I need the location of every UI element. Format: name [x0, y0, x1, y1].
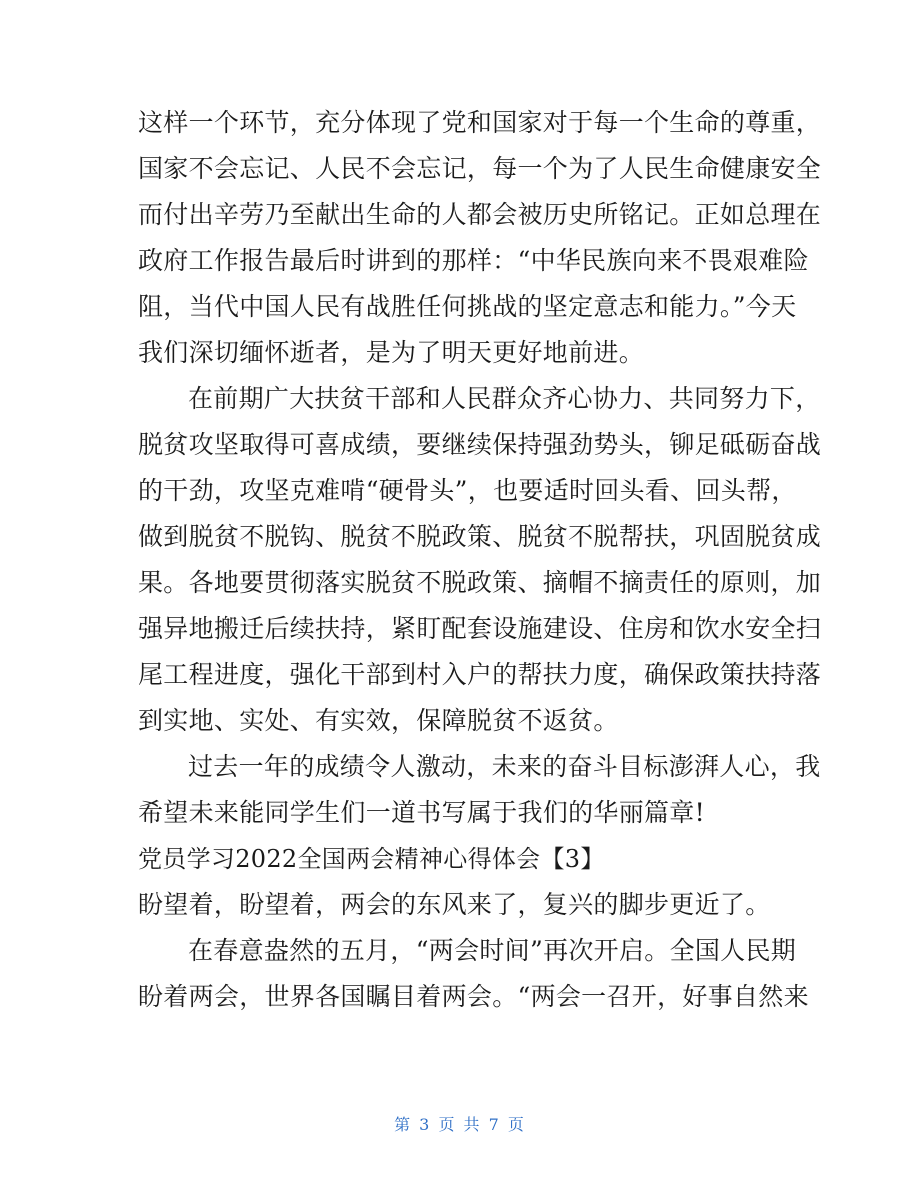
text-line: 在春意盎然的五月，“两会时间”再次开启。全国人民期	[188, 936, 797, 965]
text-line: 脱贫攻坚取得可喜成绩，要继续保持强劲势头，铆足砥砺奋战	[138, 430, 822, 459]
text-line: 这样一个环节，充分体现了党和国家对于每一个生命的尊重，	[138, 108, 822, 137]
text-line: 做到脱贫不脱钩、脱贫不脱政策、脱贫不脱帮扶，巩固脱贫成	[138, 522, 822, 551]
text-line: 政府工作报告最后时讲到的那样：“中华民族向来不畏艰难险	[138, 246, 809, 275]
text-line: 强异地搬迁后续扶持，紧盯配套设施建设、住房和饮水安全扫	[138, 614, 822, 643]
text-line: 阻，当代中国人民有战胜任何挑战的坚定意志和能力。”今天	[138, 292, 797, 321]
text-line: 到实地、实处、有实效，保障脱贫不返贫。	[138, 706, 619, 735]
paragraph	[138, 744, 821, 836]
paragraph	[138, 376, 822, 744]
text-line: 的干劲，攻坚克难啃“硬骨头”，也要适时回头看、回头帮，	[138, 476, 797, 505]
text-line: 在前期广大扶贫干部和人民群众齐心协力、共同努力下，	[188, 384, 821, 413]
text-line: 国家不会忘记、人民不会忘记，每一个为了人民生命健康安全	[138, 154, 822, 183]
text-line: 我们深切缅怀逝者，是为了明天更好地前进。	[138, 338, 645, 367]
text-line: 尾工程进度，强化干部到村入户的帮扶力度，确保政策扶持落	[138, 660, 822, 689]
text-line: 盼望着，盼望着，两会的东风来了，复兴的脚步更近了。	[138, 890, 771, 919]
paragraph	[138, 882, 788, 928]
text-line: 盼着两会，世界各国瞩目着两会。“两会一召开，好事自然来	[138, 982, 809, 1011]
text-line: 果。各地要贯彻落实脱贫不脱政策、摘帽不摘责任的原则，加	[138, 568, 822, 597]
paragraph	[138, 928, 809, 1020]
document-body	[138, 100, 822, 1020]
section-heading: 党员学习2022全国两会精神心得体会【3】	[138, 845, 605, 873]
paragraph	[138, 100, 822, 376]
text-line: 而付出辛劳乃至献出生命的人都会被历史所铭记。正如总理在	[138, 200, 822, 229]
text-line: 希望未来能同学生们一道书写属于我们的华丽篇章!	[138, 798, 705, 827]
text-line: 过去一年的成绩令人激动，未来的奋斗目标澎湃人心，我	[188, 752, 821, 781]
page-number-footer: 第 3 页 共 7 页	[394, 1115, 526, 1134]
